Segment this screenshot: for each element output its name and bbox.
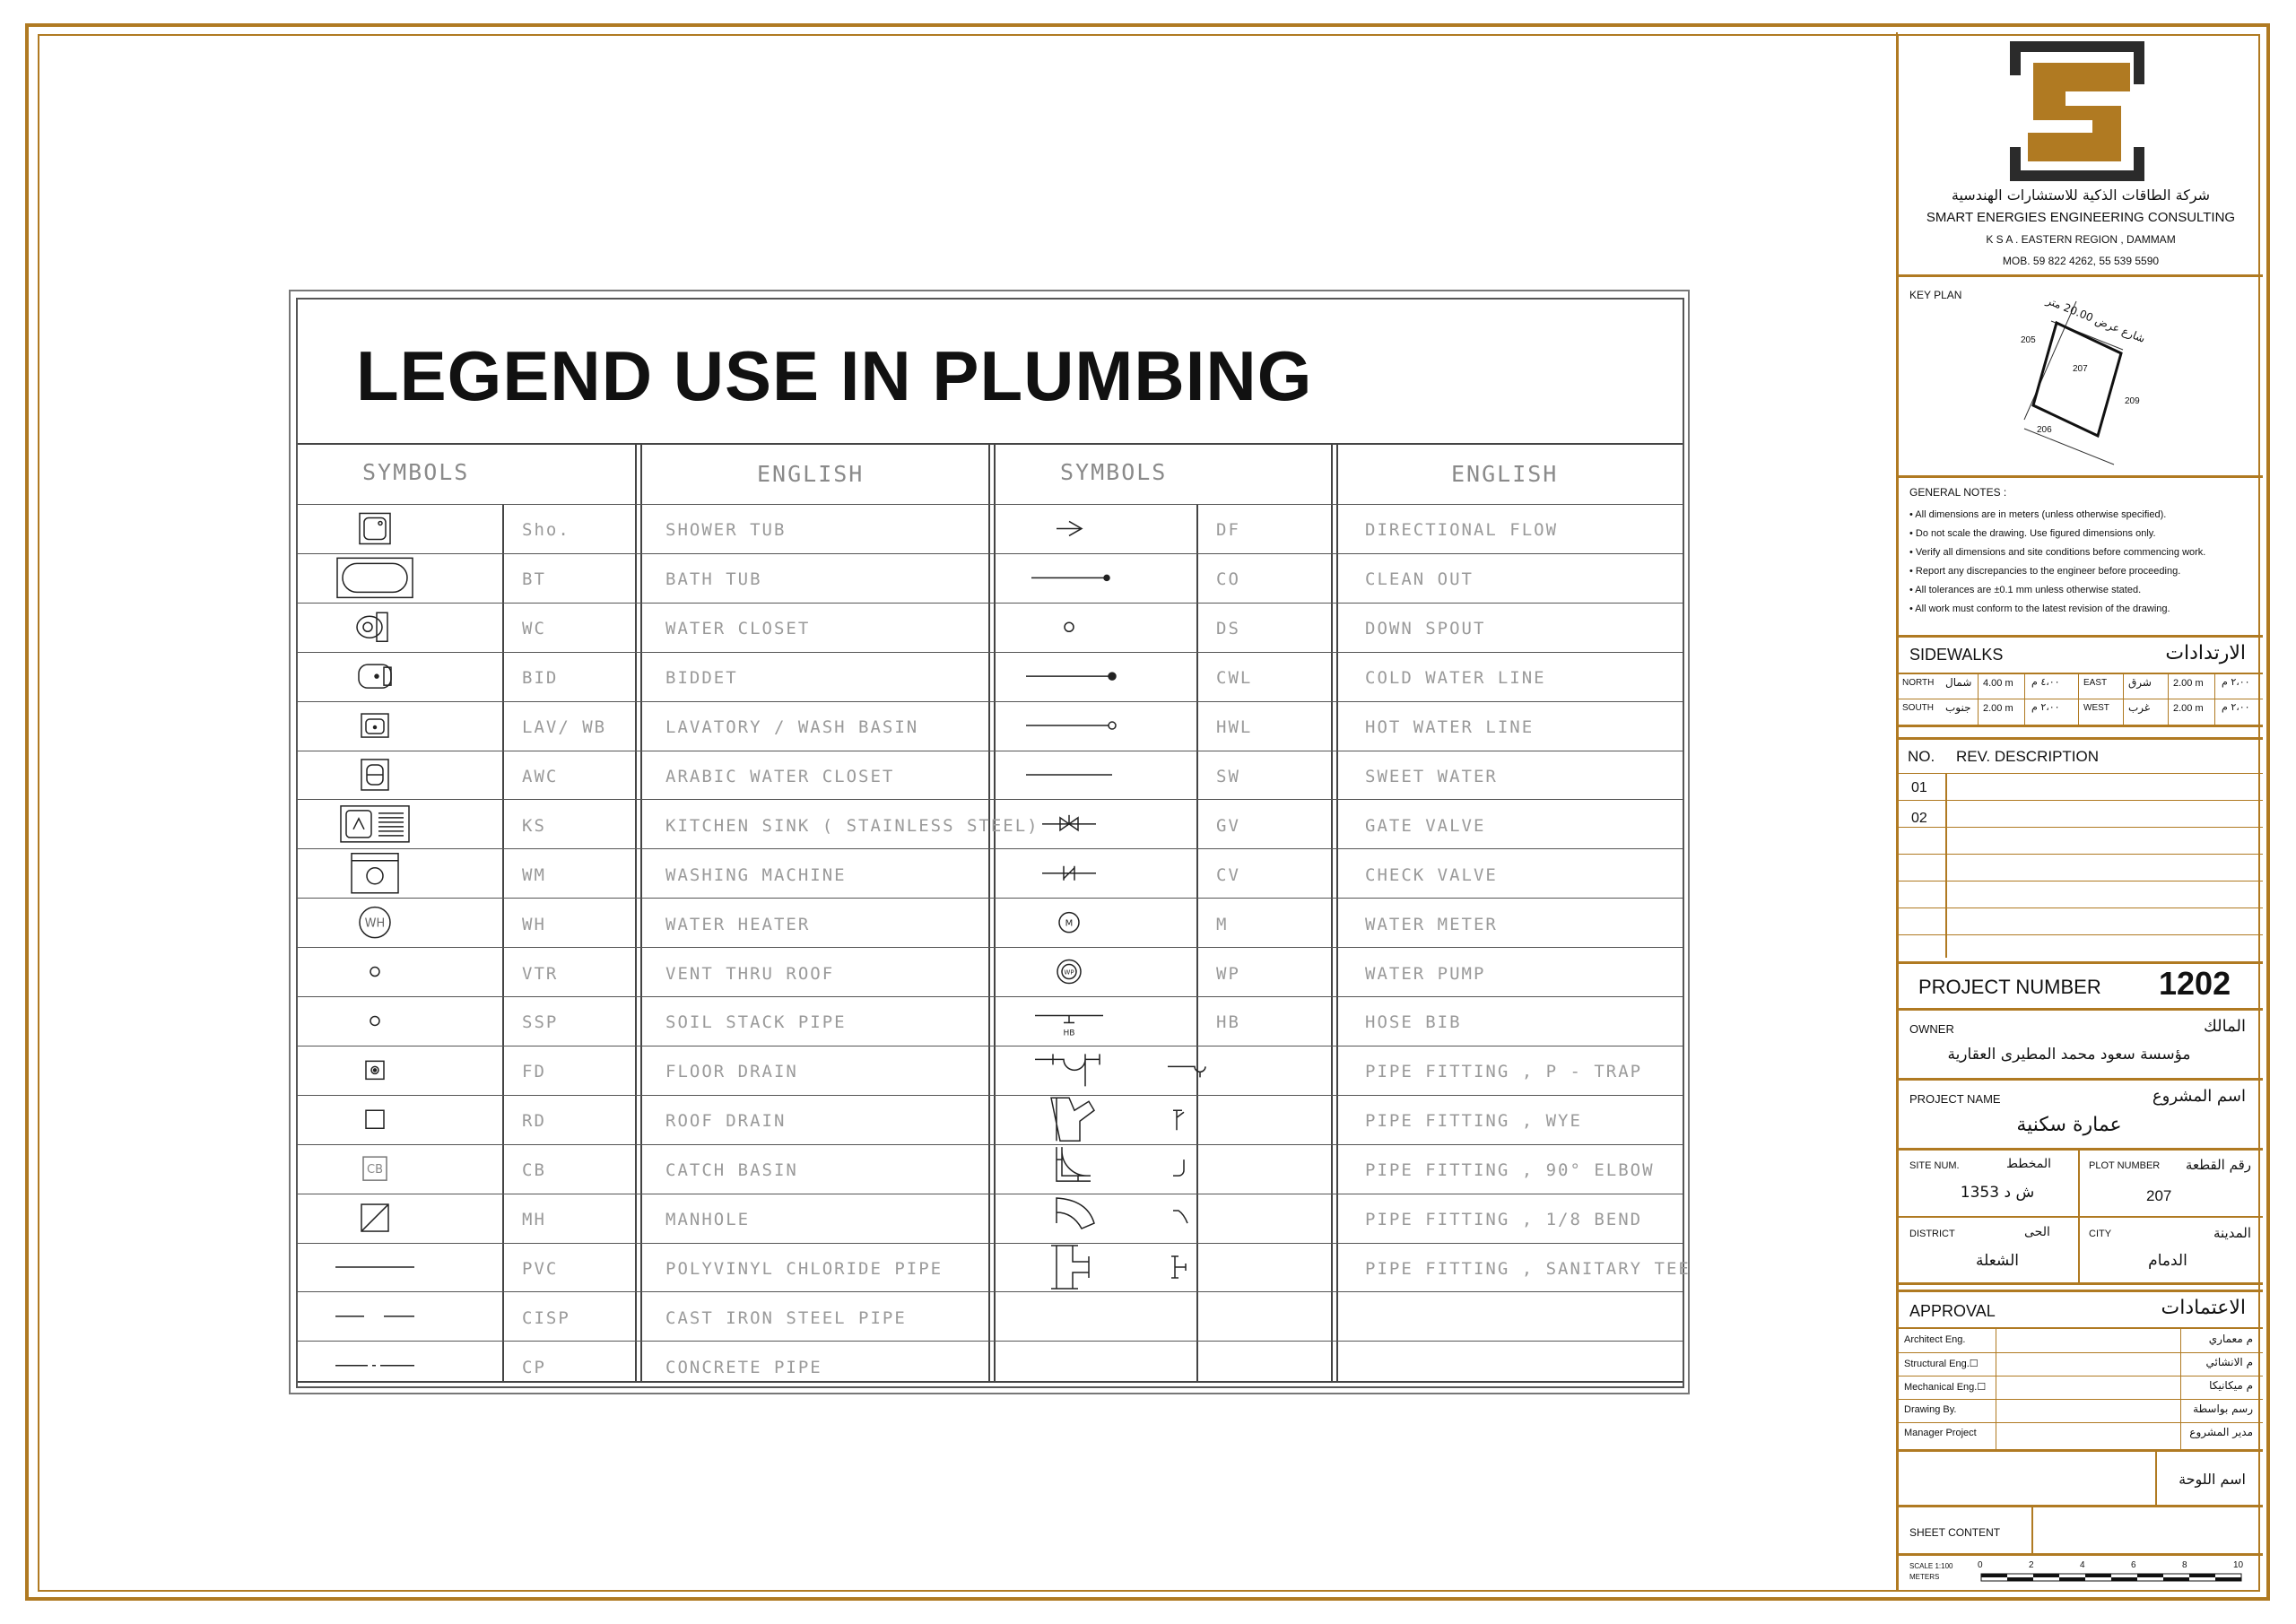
row-divider — [298, 504, 1683, 505]
approval-role: Manager Project — [1904, 1428, 1977, 1438]
symbol-abbr: M — [1216, 915, 1229, 934]
row-divider — [298, 996, 1683, 997]
header-symbols-left: SYMBOLS — [362, 459, 470, 485]
project-name-label-ar: اسم المشروع — [2152, 1087, 2246, 1106]
sidewalk-col — [2024, 673, 2025, 725]
lot-label: 207 — [2073, 364, 2088, 374]
symbol-description: SOIL STACK PIPE — [665, 1012, 847, 1032]
header-english-left: ENGLISH — [757, 461, 865, 487]
col-divider — [1196, 504, 1198, 1381]
general-note: • All dimensions are in meters (unless otherwise specified). — [1909, 509, 2167, 520]
symbol-abbr: CB — [522, 1160, 546, 1180]
symbol-abbr: MH — [522, 1210, 546, 1229]
approval-role: Mechanical Eng.☐ — [1904, 1382, 1987, 1393]
scale-tick-label: 10 — [2233, 1560, 2244, 1570]
symbol-description: ROOF DRAIN — [665, 1111, 787, 1131]
symbol-description: HOT WATER LINE — [1365, 717, 1535, 737]
project-number: 1202 — [2159, 965, 2231, 1002]
symbol-description: DIRECTIONAL FLOW — [1365, 520, 1559, 540]
row-divider — [298, 701, 1683, 702]
header-english-right: ENGLISH — [1451, 461, 1559, 487]
sidewalk-value: 2.00 m — [2173, 678, 2204, 689]
sidewalk-value: 2.00 m — [2173, 703, 2204, 714]
svg-text:WP: WP — [1064, 968, 1074, 977]
col-divider — [635, 443, 637, 1381]
symbol-description: KITCHEN SINK ( STAINLESS STEEL) — [665, 816, 1039, 836]
approval-role-ar: رسم بواسطة — [2193, 1403, 2253, 1415]
revision-number: 02 — [1911, 811, 1927, 826]
symbol-abbr: WM — [522, 865, 546, 885]
sidewalk-value-ar: ٤،٠٠ م — [2031, 676, 2060, 688]
row-divider — [298, 898, 1683, 899]
symbol-description: WATER HEATER — [665, 915, 811, 934]
scale-tick-label: 0 — [1978, 1560, 1983, 1570]
symbol-description: BATH TUB — [665, 569, 762, 589]
scale-label: SCALE 1:100 — [1909, 1562, 1953, 1570]
revision-rule — [1899, 800, 2263, 801]
district-label-ar: الحى — [2024, 1225, 2050, 1239]
svg-text:M: M — [1065, 918, 1074, 929]
symbol-description: PIPE FITTING , P - TRAP — [1365, 1062, 1643, 1081]
lot-label: 206 — [2037, 425, 2052, 435]
col-divider — [1336, 443, 1338, 1381]
symbol-abbr: HB — [1216, 1012, 1240, 1032]
symbol-abbr: BT — [522, 569, 546, 589]
symbol-abbr: SSP — [522, 1012, 559, 1032]
approval-role: Architect Eng. — [1904, 1334, 1966, 1345]
symbol-description: COLD WATER LINE — [1365, 668, 1546, 688]
symbol-abbr: LAV/ WB — [522, 717, 607, 737]
approval-role: Drawing By. — [1904, 1404, 1957, 1415]
site-num: ش د 1353 — [1960, 1184, 2035, 1202]
row-divider — [298, 1144, 1683, 1145]
general-note: • All tolerances are ±0.1 mm unless otherwise stated. — [1909, 585, 2142, 595]
col-divider — [640, 443, 642, 1381]
sidewalk-dir-ar: شمال — [1945, 676, 1972, 689]
sidewalk-value: 4.00 m — [1983, 678, 2013, 689]
company-region: K S A . EASTERN REGION , DAMMAM — [1986, 233, 2176, 246]
company-name-en: SMART ENERGIES ENGINEERING CONSULTING — [1926, 210, 2236, 225]
city-label-ar: المدينة — [2213, 1225, 2251, 1241]
col-divider — [988, 443, 990, 1381]
row-divider — [298, 1341, 1683, 1342]
scale-tick-label: 8 — [2182, 1560, 2187, 1570]
row-divider — [298, 1243, 1683, 1244]
symbol-abbr: CO — [1216, 569, 1240, 589]
symbol-description: VENT THRU ROOF — [665, 964, 835, 984]
symbol-description: SWEET WATER — [1365, 767, 1498, 786]
city: الدمام — [2148, 1252, 2187, 1270]
symbol-abbr: RD — [522, 1111, 546, 1131]
sidewalk-dir-ar: غرب — [2128, 701, 2151, 714]
key-plan-label: KEY PLAN — [1909, 289, 1962, 301]
header-symbols-right: SYMBOLS — [1060, 459, 1168, 485]
symbol-description: PIPE FITTING , 90° ELBOW — [1365, 1160, 1655, 1180]
rev-no-label: NO. — [1908, 748, 1935, 765]
symbol-abbr: FD — [522, 1062, 546, 1081]
symbol-description: PIPE FITTING , WYE — [1365, 1111, 1582, 1131]
header-divider — [298, 443, 1683, 445]
symbol-abbr: AWC — [522, 767, 559, 786]
lot-label: 205 — [2021, 335, 2036, 345]
revision-number: 01 — [1911, 780, 1927, 795]
symbol-description: WASHING MACHINE — [665, 865, 847, 885]
row-divider — [298, 947, 1683, 948]
approval-title-ar: الاعتمادات — [2161, 1297, 2246, 1319]
sidewalk-col — [2123, 673, 2124, 725]
bottom-rule — [298, 1381, 1683, 1383]
symbol-abbr: KS — [522, 816, 546, 836]
sidewalk-dir: SOUTH — [1902, 703, 1934, 713]
plot-number-label-ar: رقم القطعة — [2185, 1157, 2251, 1173]
symbol-abbr: BID — [522, 668, 559, 688]
revision-rule — [1899, 773, 2263, 774]
sidewalk-col — [2168, 673, 2169, 725]
sidewalk-dir: NORTH — [1902, 678, 1935, 688]
scale-bar — [1981, 1571, 2241, 1584]
svg-text:CB: CB — [367, 1163, 383, 1177]
row-divider — [298, 799, 1683, 800]
symbol-description: MANHOLE — [665, 1210, 751, 1229]
symbol-description: POLYVINYL CHLORIDE PIPE — [665, 1259, 944, 1279]
symbol-abbr: HWL — [1216, 717, 1253, 737]
svg-text:HB: HB — [1063, 1029, 1075, 1038]
lot-label: 209 — [2125, 396, 2140, 406]
project-name-label: PROJECT NAME — [1909, 1092, 2001, 1106]
project-number-label: PROJECT NUMBER — [1918, 976, 2101, 998]
scale-tick-label: 4 — [2080, 1560, 2085, 1570]
general-note: • Do not scale the drawing. Use figured dimensions only. — [1909, 528, 2156, 539]
sidewalk-dir: WEST — [2083, 703, 2109, 713]
symbol-abbr: VTR — [522, 964, 559, 984]
city-label: CITY — [2089, 1229, 2112, 1239]
symbol-abbr: CV — [1216, 865, 1240, 885]
symbol-description: WATER CLOSET — [665, 619, 811, 638]
symbol-description: WATER METER — [1365, 915, 1498, 934]
general-note: • Verify all dimensions and site conditions before commencing work. — [1909, 547, 2206, 558]
symbol-description: CLEAN OUT — [1365, 569, 1474, 589]
approval-role: Structural Eng.☐ — [1904, 1359, 1979, 1369]
symbol-abbr: WP — [1216, 964, 1240, 984]
symbol-abbr: SW — [1216, 767, 1240, 786]
revision-rule — [1899, 934, 2263, 935]
project-name: عمارة سكنية — [2016, 1114, 2122, 1136]
symbol-abbr: GV — [1216, 816, 1240, 836]
symbol-description: CONCRETE PIPE — [665, 1358, 822, 1377]
symbol-description: HOSE BIB — [1365, 1012, 1462, 1032]
row-divider — [298, 652, 1683, 653]
plot-number: 207 — [2146, 1187, 2172, 1204]
sidewalks-title-ar: الارتدادات — [2165, 642, 2246, 664]
approval-rule — [1899, 1399, 2263, 1400]
approval-role-ar: مدير المشروع — [2189, 1426, 2253, 1438]
symbol-abbr: WH — [522, 915, 546, 934]
plumbing-legend-table — [289, 290, 1690, 1394]
sidewalk-dir: EAST — [2083, 678, 2108, 688]
general-note: • Report any discrepancies to the engineer before proceeding. — [1909, 566, 2181, 577]
general-notes-title: GENERAL NOTES : — [1909, 486, 2007, 499]
sidewalk-col — [2214, 673, 2215, 725]
approval-role-ar: م ميكانيكا — [2209, 1379, 2253, 1392]
symbol-abbr: DF — [1216, 520, 1240, 540]
approval-rule — [1899, 1422, 2263, 1423]
sheet-content-label: SHEET CONTENT — [1909, 1526, 2001, 1539]
sidewalk-dir-ar: شرق — [2128, 676, 2152, 689]
sidewalk-value-ar: ٢،٠٠ م — [2031, 701, 2060, 713]
sidewalks-title: SIDEWALKS — [1909, 646, 2004, 664]
company-mobile: MOB. 59 822 4262, 55 539 5590 — [2002, 255, 2160, 267]
symbol-description: WATER PUMP — [1365, 964, 1486, 984]
title-block — [1896, 34, 2260, 1592]
symbol-description: PIPE FITTING , SANITARY TEE — [1365, 1259, 1691, 1279]
symbol-description: ARABIC WATER CLOSET — [665, 767, 895, 786]
rev-desc-label: REV. DESCRIPTION — [1956, 748, 2100, 765]
row-divider — [298, 603, 1683, 604]
symbol-abbr: WC — [522, 619, 546, 638]
col-divider — [994, 443, 996, 1381]
row-divider — [298, 553, 1683, 554]
col-divider — [1331, 443, 1333, 1381]
site-num-label: SITE NUM. — [1909, 1160, 1960, 1171]
symbol-description: PIPE FITTING , 1/8 BEND — [1365, 1210, 1643, 1229]
row-divider — [298, 1291, 1683, 1292]
symbol-description: BIDDET — [665, 668, 738, 688]
legend-title: LEGEND USE IN PLUMBING — [356, 336, 1313, 415]
approval-rule — [1899, 1352, 2263, 1353]
sidewalk-value-ar: ٢،٠٠ م — [2222, 676, 2250, 688]
owner-label-ar: المالك — [2203, 1017, 2246, 1036]
owner-label: OWNER — [1909, 1022, 1954, 1036]
symbol-description: SHOWER TUB — [665, 520, 787, 540]
owner-name: مؤسسة سعود محمد المطيرى العقارية — [1947, 1046, 2191, 1064]
approval-role-ar: م معماري — [2208, 1333, 2253, 1345]
plot-number-label: PLOT NUMBER — [2089, 1160, 2161, 1171]
symbol-abbr: Sho. — [522, 520, 570, 540]
symbol-description: LAVATORY / WASH BASIN — [665, 717, 919, 737]
revision-rule — [1899, 827, 2263, 828]
district: الشعلة — [1975, 1252, 2019, 1270]
col-divider — [502, 504, 504, 1381]
district-label: DISTRICT — [1909, 1229, 1955, 1239]
symbol-description: FLOOR DRAIN — [665, 1062, 798, 1081]
site-num-label-ar: المخطط — [2006, 1157, 2052, 1171]
symbol-description: CATCH BASIN — [665, 1160, 798, 1180]
row-divider — [298, 848, 1683, 849]
svg-text:WH: WH — [364, 916, 386, 931]
symbol-description: GATE VALVE — [1365, 816, 1486, 836]
sidewalk-col — [1978, 673, 1979, 725]
sidewalk-col — [2078, 673, 2079, 725]
symbol-abbr: PVC — [522, 1259, 559, 1279]
company-logo — [2008, 39, 2146, 183]
symbol-abbr: CWL — [1216, 668, 1253, 688]
sidewalk-value-ar: ٢،٠٠ م — [2222, 701, 2250, 713]
scale-meters-label: METERS — [1909, 1573, 1940, 1581]
scale-tick-label: 6 — [2131, 1560, 2136, 1570]
row-divider — [298, 1095, 1683, 1096]
symbol-description: CHECK VALVE — [1365, 865, 1498, 885]
sidewalk-value: 2.00 m — [1983, 703, 2013, 714]
symbol-abbr: CP — [522, 1358, 546, 1377]
scale-tick-label: 2 — [2029, 1560, 2034, 1570]
symbol-abbr: CISP — [522, 1308, 570, 1328]
approval-role-ar: م الانشائي — [2205, 1356, 2253, 1368]
sheet-name-ar: اسم اللوحة — [2179, 1471, 2246, 1488]
symbol-description: DOWN SPOUT — [1365, 619, 1486, 638]
approval-title: APPROVAL — [1909, 1302, 1996, 1320]
symbol-description: CAST IRON STEEL PIPE — [665, 1308, 907, 1328]
key-plan-street: شارع عرض 20.00 متر — [2044, 294, 2147, 345]
symbol-abbr: DS — [1216, 619, 1240, 638]
revision-rule — [1899, 854, 2263, 855]
company-name-ar: شركة الطاقات الذكية للاستشارات الهندسية — [1951, 187, 2211, 204]
sidewalk-dir-ar: جنوب — [1945, 701, 1971, 714]
general-note: • All work must conform to the latest revision of the drawing. — [1909, 604, 2170, 614]
